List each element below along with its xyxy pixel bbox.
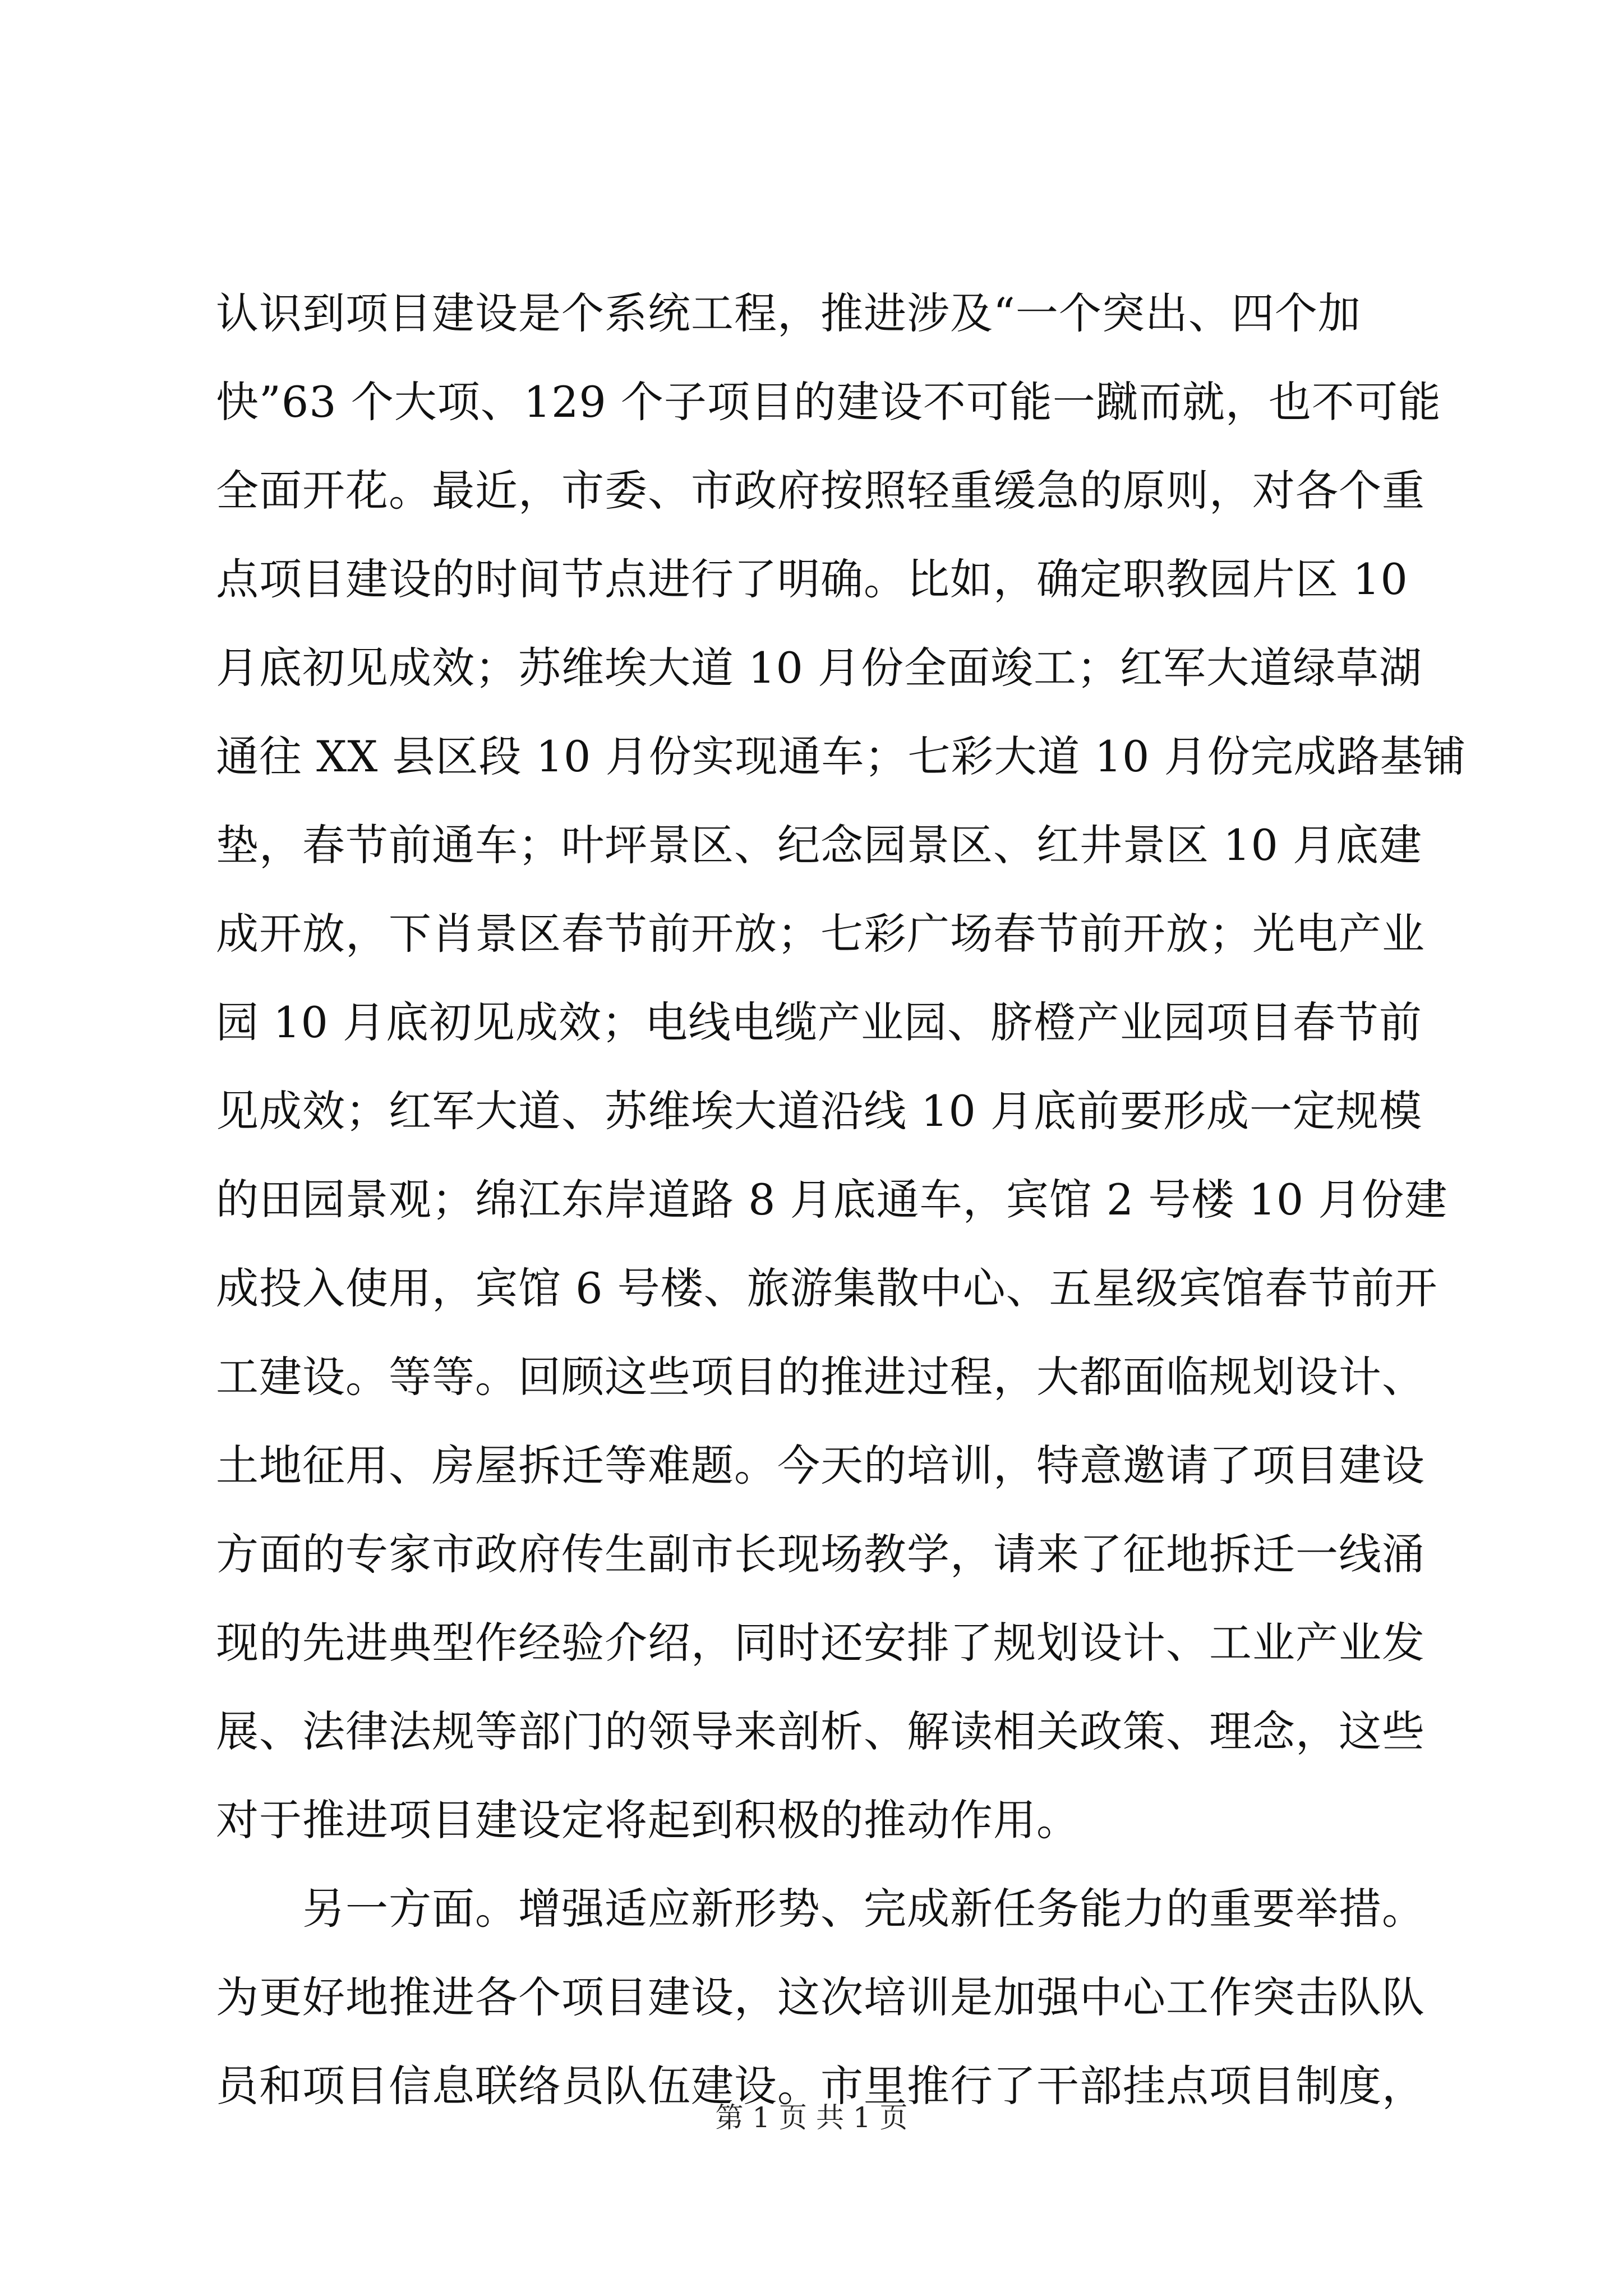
text-line: 垫，春节前通车；叶坪景区、纪念园景区、红井景区 10 月底建 (216, 820, 1423, 870)
paragraph-start-line: 另一方面。增强适应新形势、完成新任务能力的重要举措。 (216, 1884, 1425, 1934)
text-line: 成投入使用，宾馆 6 号楼、旅游集散中心、五星级宾馆春节前开 (216, 1263, 1438, 1313)
text-line: 点项目建设的时间节点进行了明确。比如，确定职教园片区 10 (216, 554, 1408, 604)
text-line: 全面开花。最近，市委、市政府按照轻重缓急的原则，对各个重 (216, 466, 1425, 516)
text-line: 土地征用、房屋拆迁等难题。今天的培训，特意邀请了项目建设 (216, 1441, 1425, 1490)
text-line: 快”63 个大项、129 个子项目的建设不可能一蹴而就，也不可能 (216, 377, 1441, 427)
text-line: 认识到项目建设是个系统工程，推进涉及“一个突出、四个加 (216, 288, 1361, 338)
text-line: 的田园景观；绵江东岸道路 8 月底通车，宾馆 2 号楼 10 月份建 (216, 1175, 1448, 1225)
text-line: 工建设。等等。回顾这些项目的推进过程，大都面临规划设计、 (216, 1352, 1425, 1402)
text-line: 见成效；红军大道、苏维埃大道沿线 10 月底前要形成一定规模 (216, 1086, 1423, 1136)
text-line: 通往 XX 县区段 10 月份实现通车；七彩大道 10 月份完成路基铺 (216, 731, 1467, 781)
text-line: 对于推进项目建设定将起到积极的推动作用。 (216, 1795, 1080, 1845)
text-line: 员和项目信息联络员队伍建设。市里推行了干部挂点项目制度， (216, 2061, 1425, 2111)
text-line: 方面的专家市政府传生副市长现场教学，请来了征地拆迁一线涌 (216, 1529, 1425, 1579)
text-line: 为更好地推进各个项目建设，这次培训是加强中心工作突击队队 (216, 1972, 1425, 2022)
text-line: 现的先进典型作经验介绍，同时还安排了规划设计、工业产业发 (216, 1618, 1425, 1668)
text-line: 成开放，下肖景区春节前开放；七彩广场春节前开放；光电产业 (216, 909, 1425, 959)
page-footer: 第 1 页 共 1 页 (715, 2101, 908, 2134)
text-line: 展、法律法规等部门的领导来剖析、解读相关政策、理念，这些 (216, 1706, 1425, 1756)
text-line: 园 10 月底初见成效；电线电缆产业园、脐橙产业园项目春节前 (216, 997, 1423, 1047)
text-line: 月底初见成效；苏维埃大道 10 月份全面竣工；红军大道绿草湖 (216, 643, 1423, 693)
